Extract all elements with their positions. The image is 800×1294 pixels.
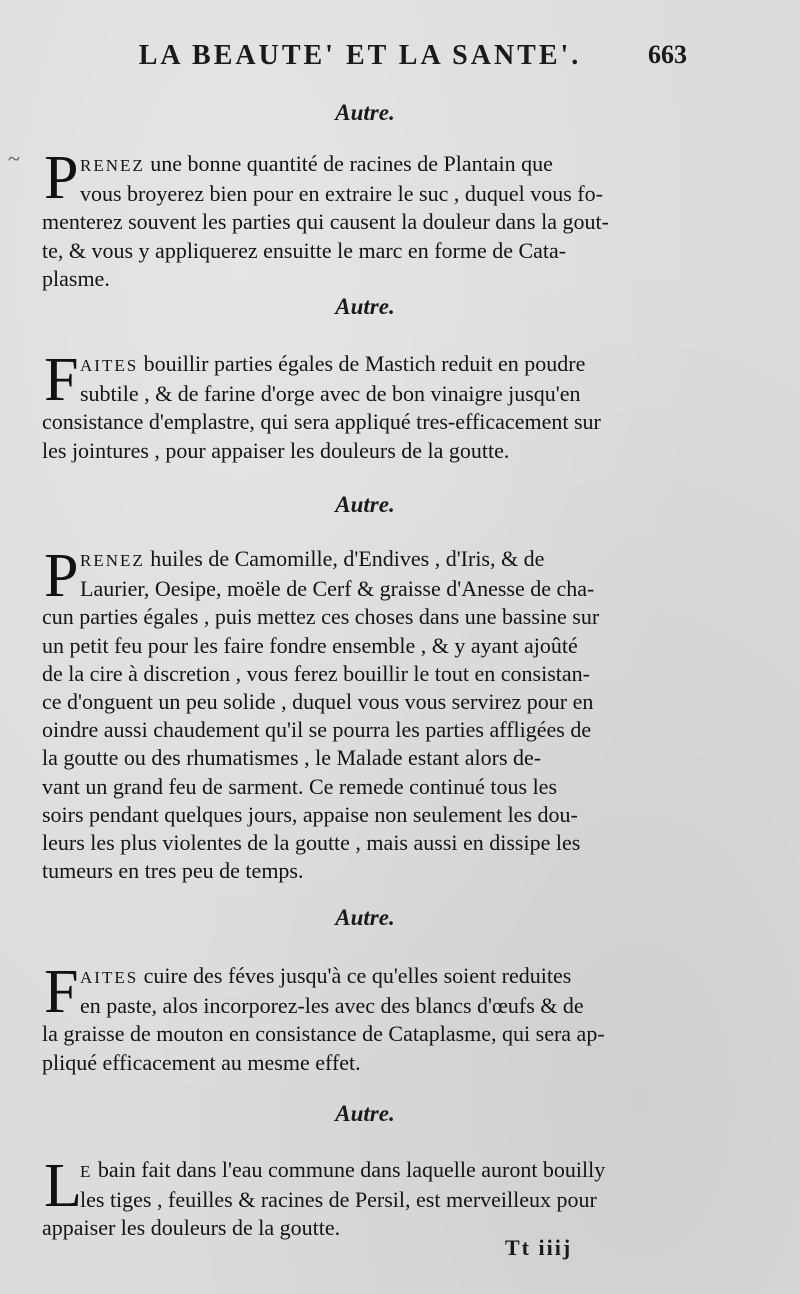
- lead-word: RENEZ: [80, 551, 145, 570]
- drop-cap: F: [44, 958, 79, 1026]
- paragraph-line: RENEZ huiles de Camomille, d'Endives , d'Iris, & de: [80, 546, 545, 571]
- paragraph-1: [42, 144, 694, 293]
- drop-cap: F: [44, 346, 79, 414]
- paragraph-line: subtile , & de farine d'orge avec de bon vinaigre jusqu'en: [80, 381, 581, 407]
- paragraph-line: plasme.: [42, 265, 110, 291]
- paragraph-line: Laurier, Oesipe, moële de Cerf & graisse d'Anesse de cha-: [80, 576, 595, 602]
- margin-mark: ~: [8, 146, 20, 171]
- paragraph-line: AITES cuire des féves jusqu'à ce qu'elles soient reduites: [80, 963, 572, 988]
- paragraph-line: ce d'onguent un peu solide , duquel vous vous servirez pour en: [42, 689, 594, 715]
- section-title: Autre.: [335, 100, 395, 125]
- paragraph-line: de la cire à discretion , vous ferez bouillir le tout en consistan-: [42, 660, 590, 686]
- paragraph-line: vant un grand feu de sarment. Ce remede continué tous les: [42, 773, 558, 799]
- signature-mark: Tt iiij: [505, 1235, 573, 1260]
- paragraph-line: vous broyerez bien pour en extraire le suc , duquel vous fo-: [80, 181, 603, 207]
- paragraph-line: leurs les plus violentes de la goutte , mais aussi en dissipe les: [42, 830, 581, 856]
- paragraph-line: les tiges , feuilles & racines de Persil, est merveilleux pour: [80, 1187, 597, 1213]
- paragraph-5: [42, 1152, 694, 1243]
- paragraph-line: consistance d'emplastre, qui sera appliqué tres-efficacement sur: [42, 409, 601, 435]
- paragraph-line: les jointures , pour appaiser les douleurs de la goutte.: [42, 437, 510, 463]
- lead-word: E: [80, 1162, 93, 1181]
- paragraph-line: la goutte ou des rhumatismes , le Malade estant alors de-: [42, 745, 542, 771]
- paragraph-line: RENEZ une bonne quantité de racines de Plantain que: [80, 151, 553, 176]
- paragraph-line: un petit feu pour les faire fondre ensemble , & y ayant ajoûté: [42, 632, 578, 658]
- section-title: Autre.: [335, 294, 395, 319]
- paragraph-line: appaiser les douleurs de la goutte.: [42, 1215, 341, 1241]
- section-title: Autre.: [335, 1101, 395, 1126]
- lead-word: RENEZ: [80, 156, 145, 175]
- paragraph-line: tumeurs en tres peu de temps.: [42, 858, 304, 884]
- paragraph-line: oindre aussi chaudement qu'il se pourra les parties affligées de: [42, 717, 592, 743]
- drop-cap: P: [44, 144, 79, 212]
- paragraph-line: cun parties égales , puis mettez ces choses dans une bassine sur: [42, 604, 600, 630]
- paragraph-line: AITES bouillir parties égales de Mastich reduit en poudre: [80, 351, 586, 376]
- paragraph-line: menterez souvent les parties qui causent la douleur dans la gout-: [42, 209, 609, 235]
- paragraph-line: en paste, alos incorporez-les avec des blancs d'œufs & de: [80, 993, 584, 1019]
- paragraph-line: la graisse de mouton en consistance de Cataplasme, qui sera ap-: [42, 1021, 605, 1047]
- paragraph-line: te, & vous y appliquerez ensuitte le marc en forme de Cata-: [42, 237, 567, 263]
- page-number: 663: [648, 40, 687, 69]
- paragraph-2: [42, 346, 694, 465]
- running-head: LA BEAUTE' ET LA SANTE'.: [138, 40, 582, 71]
- section-title: Autre.: [335, 492, 395, 517]
- lead-word: AITES: [80, 968, 139, 987]
- drop-cap: L: [44, 1152, 82, 1220]
- paragraph-line: E bain fait dans l'eau commune dans laquelle auront bouilly: [80, 1157, 606, 1182]
- paragraph-3: [42, 542, 694, 885]
- paragraph-line: pliqué efficacement au mesme effet.: [42, 1049, 361, 1075]
- lead-word: AITES: [80, 356, 139, 375]
- section-title: Autre.: [335, 905, 395, 930]
- paragraph-4: [42, 958, 694, 1077]
- drop-cap: P: [44, 542, 79, 610]
- paragraph-line: soirs pendant quelques jours, appaise non seulement les dou-: [42, 801, 578, 827]
